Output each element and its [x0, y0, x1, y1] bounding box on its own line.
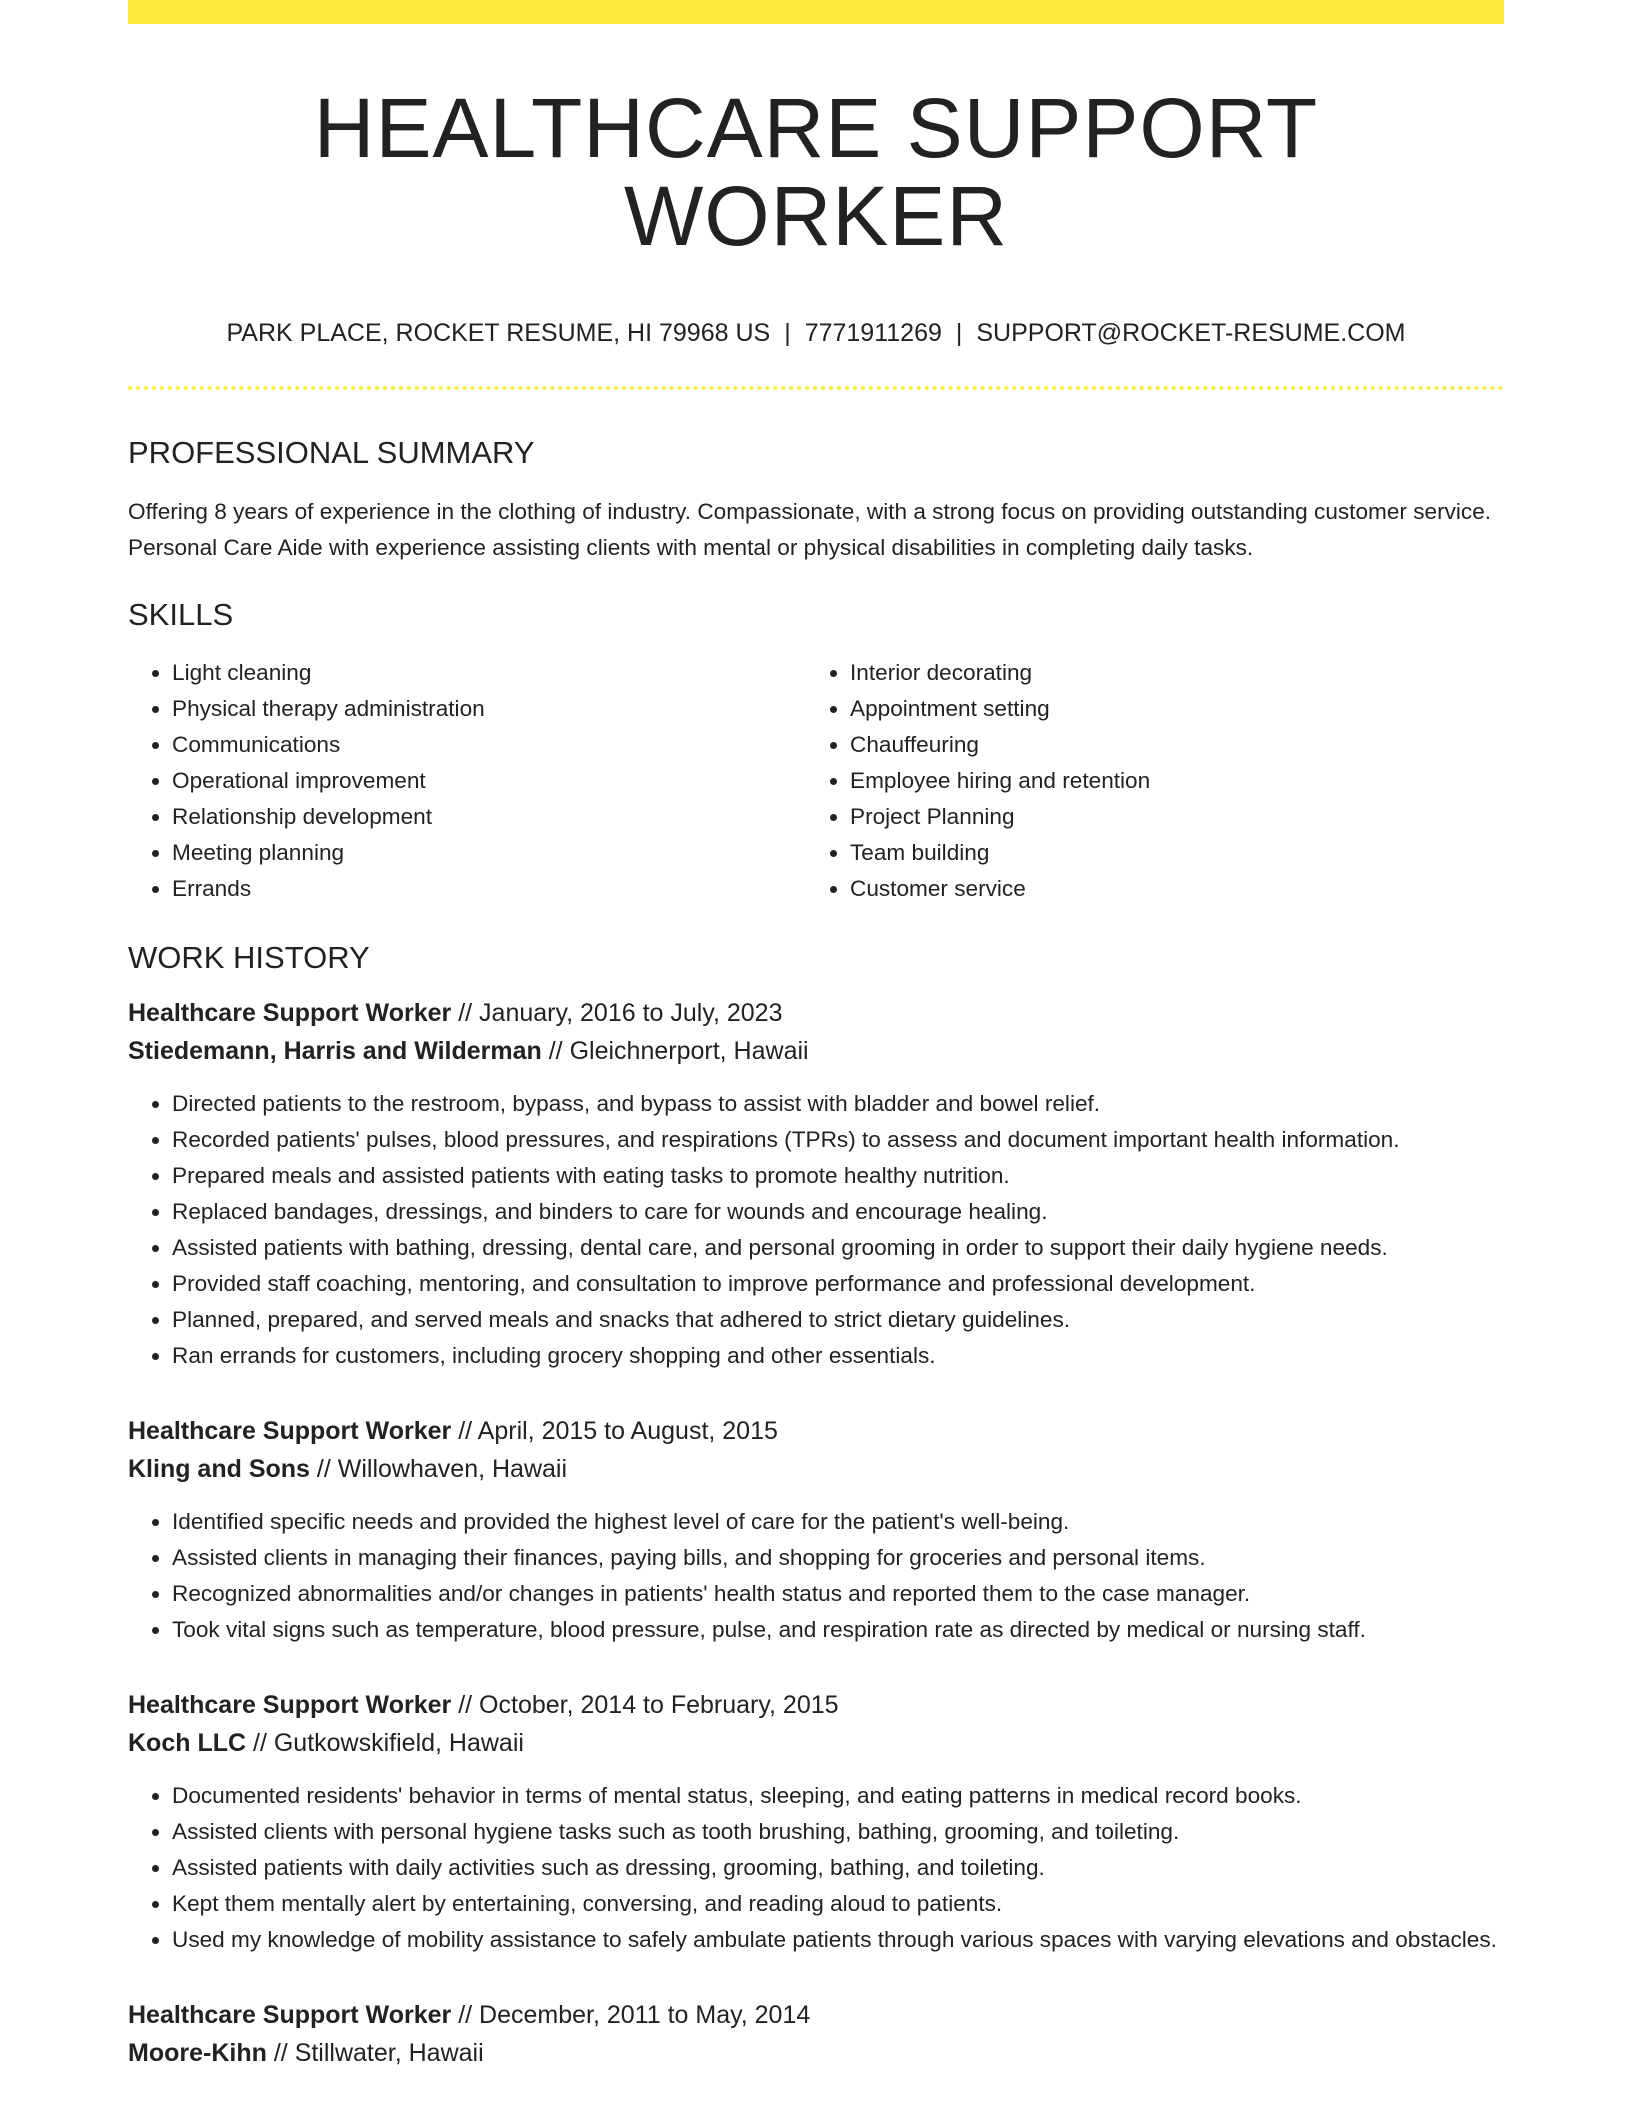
skill-item: • Project Planning [850, 799, 1484, 835]
job-location: Gutkowskifield, Hawaii [273, 1728, 524, 1757]
job-dates: December, 2011 to May, 2014 [479, 2000, 811, 2029]
job-company-line [128, 1724, 1504, 1762]
job-dates: January, 2016 to July, 2023 [479, 998, 783, 1027]
job-separator: // [458, 998, 473, 1027]
job-bullet: • Identified specific needs and provided the highest level of care for the patient's well-being. [172, 1504, 1504, 1540]
job-role-line [128, 1996, 1504, 2034]
work-history-heading: WORK HISTORY [128, 939, 370, 975]
job-separator: // [458, 2000, 473, 2029]
contact-address: PARK PLACE, ROCKET RESUME, HI 79968 US [226, 319, 771, 348]
job-bullet: • Assisted clients with personal hygiene tasks such as tooth brushing, bathing, grooming, and toileting. [172, 1814, 1504, 1850]
job-bullet: • Assisted clients in managing their finances, paying bills, and shopping for groceries and personal items. [172, 1540, 1504, 1576]
job-company: Stiedemann, Harris and Wilderman [128, 1036, 542, 1065]
job-bullets [128, 1086, 1504, 1374]
job-entry [128, 1686, 1504, 1958]
contact-separator: | [955, 319, 963, 348]
job-bullet: • Prepared meals and assisted patients with eating tasks to promote healthy nutrition. [172, 1158, 1504, 1194]
job-bullet: • Used my knowledge of mobility assistance to safely ambulate patients through various spaces with varying elevations and obstacles. [172, 1922, 1504, 1958]
job-entry [128, 1996, 1504, 2072]
skill-item: • Communications [172, 727, 806, 763]
skills-column-left [128, 655, 806, 907]
job-bullet: • Planned, prepared, and served meals and snacks that adhered to strict dietary guidelines. [172, 1302, 1504, 1338]
job-bullet: • Replaced bandages, dressings, and binders to care for wounds and encourage healing. [172, 1194, 1504, 1230]
skill-item: • Meeting planning [172, 835, 806, 871]
job-location: Stillwater, Hawaii [294, 2038, 484, 2067]
job-separator: // [273, 2038, 288, 2067]
job-location: Gleichnerport, Hawaii [569, 1036, 809, 1065]
job-role: Healthcare Support Worker [128, 1416, 452, 1445]
job-separator: // [548, 1036, 563, 1065]
skill-item: • Interior decorating [850, 655, 1484, 691]
contact-phone: 7771911269 [804, 319, 942, 348]
job-role: Healthcare Support Worker [128, 2000, 452, 2029]
job-bullet: • Recorded patients' pulses, blood pressures, and respirations (TPRs) to assess and document important health information. [172, 1122, 1504, 1158]
job-company: Moore-Kihn [128, 2038, 267, 2067]
job-company: Koch LLC [128, 1728, 247, 1757]
contact-email: SUPPORT@ROCKET-RESUME.COM [976, 319, 1406, 348]
skill-item: • Relationship development [172, 799, 806, 835]
skill-item: • Light cleaning [172, 655, 806, 691]
summary-heading: PROFESSIONAL SUMMARY [128, 435, 535, 471]
job-dates: October, 2014 to February, 2015 [479, 1690, 839, 1719]
job-company-line [128, 1032, 1504, 1070]
job-dates: April, 2015 to August, 2015 [477, 1416, 778, 1445]
job-separator: // [458, 1416, 473, 1445]
skill-item: • Physical therapy administration [172, 691, 806, 727]
job-bullet: • Documented residents' behavior in terms of mental status, sleeping, and eating patterns in medical record books. [172, 1778, 1504, 1814]
summary-text: Offering 8 years of experience in the clothing of industry. Compassionate, with a strong focus on providing outstanding customer service. Personal Care Aide with experience assisting clients with mental or physical disabilities in completing daily tasks. [128, 498, 1492, 560]
job-entry [128, 994, 1504, 1374]
job-separator: // [316, 1454, 331, 1483]
resume-title: HEALTHCARE SUPPORT WORKER [313, 81, 1319, 264]
skill-item: • Team building [850, 835, 1484, 871]
job-entry [128, 1412, 1504, 1648]
job-company: Kling and Sons [128, 1454, 310, 1483]
accent-top-bar [128, 0, 1504, 24]
job-bullet: • Assisted patients with bathing, dressing, dental care, and personal grooming in order to support their daily hygiene needs. [172, 1230, 1504, 1266]
skill-item: • Customer service [850, 871, 1484, 907]
job-bullet: • Provided staff coaching, mentoring, and consultation to improve performance and professional development. [172, 1266, 1504, 1302]
job-bullet: • Directed patients to the restroom, bypass, and bypass to assist with bladder and bowel relief. [172, 1086, 1504, 1122]
job-company-line [128, 1450, 1504, 1488]
skills-heading: SKILLS [128, 596, 234, 632]
job-bullet: • Ran errands for customers, including grocery shopping and other essentials. [172, 1338, 1504, 1374]
job-bullet: • Assisted patients with daily activities such as dressing, grooming, bathing, and toileting. [172, 1850, 1504, 1886]
dotted-divider [128, 386, 1504, 390]
skill-item: • Errands [172, 871, 806, 907]
job-separator: // [458, 1690, 473, 1719]
job-bullet: • Kept them mentally alert by entertaining, conversing, and reading aloud to patients. [172, 1886, 1504, 1922]
job-role-line [128, 1412, 1504, 1450]
skill-item: • Operational improvement [172, 763, 806, 799]
job-role-line [128, 994, 1504, 1032]
skills-list [128, 655, 1504, 907]
job-bullets [128, 1778, 1504, 1958]
job-role-line [128, 1686, 1504, 1724]
job-bullet: • Recognized abnormalities and/or changes in patients' health status and reported them to the case manager. [172, 1576, 1504, 1612]
resume-page [128, 0, 1504, 2072]
skill-item: • Chauffeuring [850, 727, 1484, 763]
skill-item: • Appointment setting [850, 691, 1484, 727]
job-bullet: • Took vital signs such as temperature, blood pressure, pulse, and respiration rate as directed by medical or nursing staff. [172, 1612, 1504, 1648]
job-separator: // [253, 1728, 267, 1757]
job-bullets [128, 1504, 1504, 1648]
skill-item: • Employee hiring and retention [850, 763, 1484, 799]
job-role: Healthcare Support Worker [128, 998, 452, 1027]
skills-column-right [806, 655, 1484, 907]
job-company-line [128, 2034, 1504, 2072]
contact-line [128, 318, 1504, 348]
contact-separator: | [784, 319, 791, 348]
job-role: Healthcare Support Worker [128, 1690, 452, 1719]
job-location: Willowhaven, Hawaii [337, 1454, 568, 1483]
